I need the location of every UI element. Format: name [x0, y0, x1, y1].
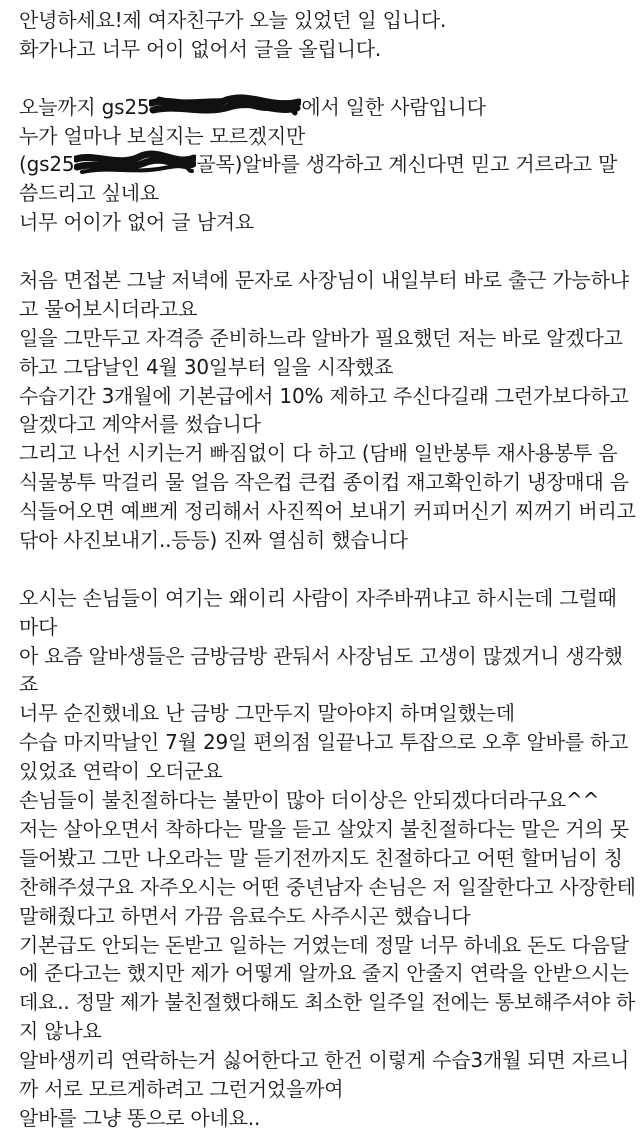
paragraph-gap	[19, 237, 629, 266]
text-line: 손님들이 불친절하다는 불만이 많아 더이상은 안되겠다더라구요^^	[19, 788, 600, 813]
text-line: 지 않나요	[19, 1019, 102, 1044]
text-line: 수습 마지막날인 7월 29일 편의점 일끝나고 투잡으로 오후 알바를 하고	[19, 730, 629, 755]
text-line: 마다	[19, 614, 58, 639]
text-line: 식물봉투 막걸리 물 얼음 작은컵 큰컵 종이컵 재고확인하기 냉장매대 음	[19, 470, 629, 495]
post-body	[19, 6, 636, 1133]
text-line-redacted	[19, 93, 629, 122]
text-line: 안녕하세요!제 여자친구가 오늘 있었던 일 입니다.	[19, 8, 447, 32]
text-segment: (gs25	[19, 152, 75, 177]
text-line: 누가 얼마나 보실지는 모르겠지만	[19, 123, 306, 148]
redaction-scribble	[149, 93, 301, 121]
redaction-scribble	[74, 150, 196, 178]
text-line: 식들어오면 예쁘게 정리해서 사진찍어 보내기 커피머신기 찌꺼기 버리고	[19, 499, 636, 524]
text-line: 찬해주셨구요 자주오시는 어떤 중년남자 손님은 저 일잘한다고 사장한테	[19, 874, 636, 899]
text-line: 오시는 손님들이 여기는 왜이리 사람이 자주바뀌냐고 하시는데 그럴때	[19, 585, 617, 610]
text-line: 너무 순진했네요 난 금방 그만두지 말아야지 하며일했는데	[19, 701, 515, 726]
text-line: 닦아 사진보내기..등등) 진짜 열심히 했습니다	[19, 528, 408, 553]
text-segment: 오늘까지 gs25	[19, 94, 150, 119]
text-line: 죠	[19, 672, 39, 697]
paragraph-gap	[19, 64, 629, 93]
text-line: 있었죠 연락이 오더군요	[19, 759, 223, 784]
text-line: 너무 어이가 없어 글 남겨요	[19, 210, 254, 235]
text-line: 저는 살아오면서 착하다는 말을 듣고 살았지 불친절하다는 말은 거의 못	[19, 816, 629, 841]
text-line-redacted	[19, 150, 629, 179]
text-line: 아 요즘 알바생들은 금방금방 관둬서 사장님도 고생이 많겠거니 생각했	[19, 643, 623, 668]
text-line: 고 물어보시더라고요	[19, 296, 198, 321]
text-line: 수습기간 3개월에 기본급에서 10% 제하고 주신다길래 그런가보다하고	[19, 383, 629, 408]
text-line: 화가나고 너무 어이 없어서 글을 올립니다.	[19, 36, 381, 61]
text-line: 알바생끼리 연락하는거 싫어한다고 한건 이렇게 수습3개월 되면 자르니	[19, 1048, 630, 1073]
text-line: 에 준다고는 했지만 제가 어떻게 알까요 줄지 안줄지 연락을 안받으시는	[19, 961, 629, 986]
text-line: 하고 그담날인 4월 30일부터 일을 시작했죠	[19, 354, 394, 379]
text-line: 들어봤고 그만 나오라는 말 듣기전까지도 친절하다고 어떤 할머님이 칭	[19, 845, 623, 870]
text-line: 알바를 그냥 똥으로 아네요..	[19, 1105, 261, 1130]
text-line: 기본급도 안되는 돈받고 일하는 거였는데 정말 너무 하네요 돈도 다음달	[19, 932, 629, 957]
text-line: 씀드리고 싶네요	[19, 181, 159, 206]
text-line: 처음 면접본 그날 저녁에 문자로 사장님이 내일부터 바로 출근 가능하냐	[19, 268, 629, 293]
text-line: 일을 그만두고 자격증 준비하느라 알바가 필요했던 저는 바로 알겠다고	[19, 325, 623, 350]
paragraph-gap	[19, 555, 629, 584]
text-segment: 골목)알바를 생각하고 계신다면 믿고 거르라고 말	[196, 152, 618, 177]
text-line: 알겠다고 계약서를 썼습니다	[19, 412, 261, 437]
text-line: 그리고 나선 시키는거 빠짐없이 다 하고 (담배 일반봉투 재사용봉투 음	[19, 441, 618, 466]
text-line: 말해줬다고 하면서 가끔 음료수도 사주시곤 했습니다	[19, 903, 471, 928]
text-segment: 에서 일한 사람입니다	[301, 94, 486, 119]
text-line: 까 서로 모르게하려고 그런거었을까여	[19, 1076, 344, 1101]
text-line: 데요.. 정말 제가 불친절했다해도 최소한 일주일 전에는 통보해주셔야 하	[19, 990, 636, 1015]
